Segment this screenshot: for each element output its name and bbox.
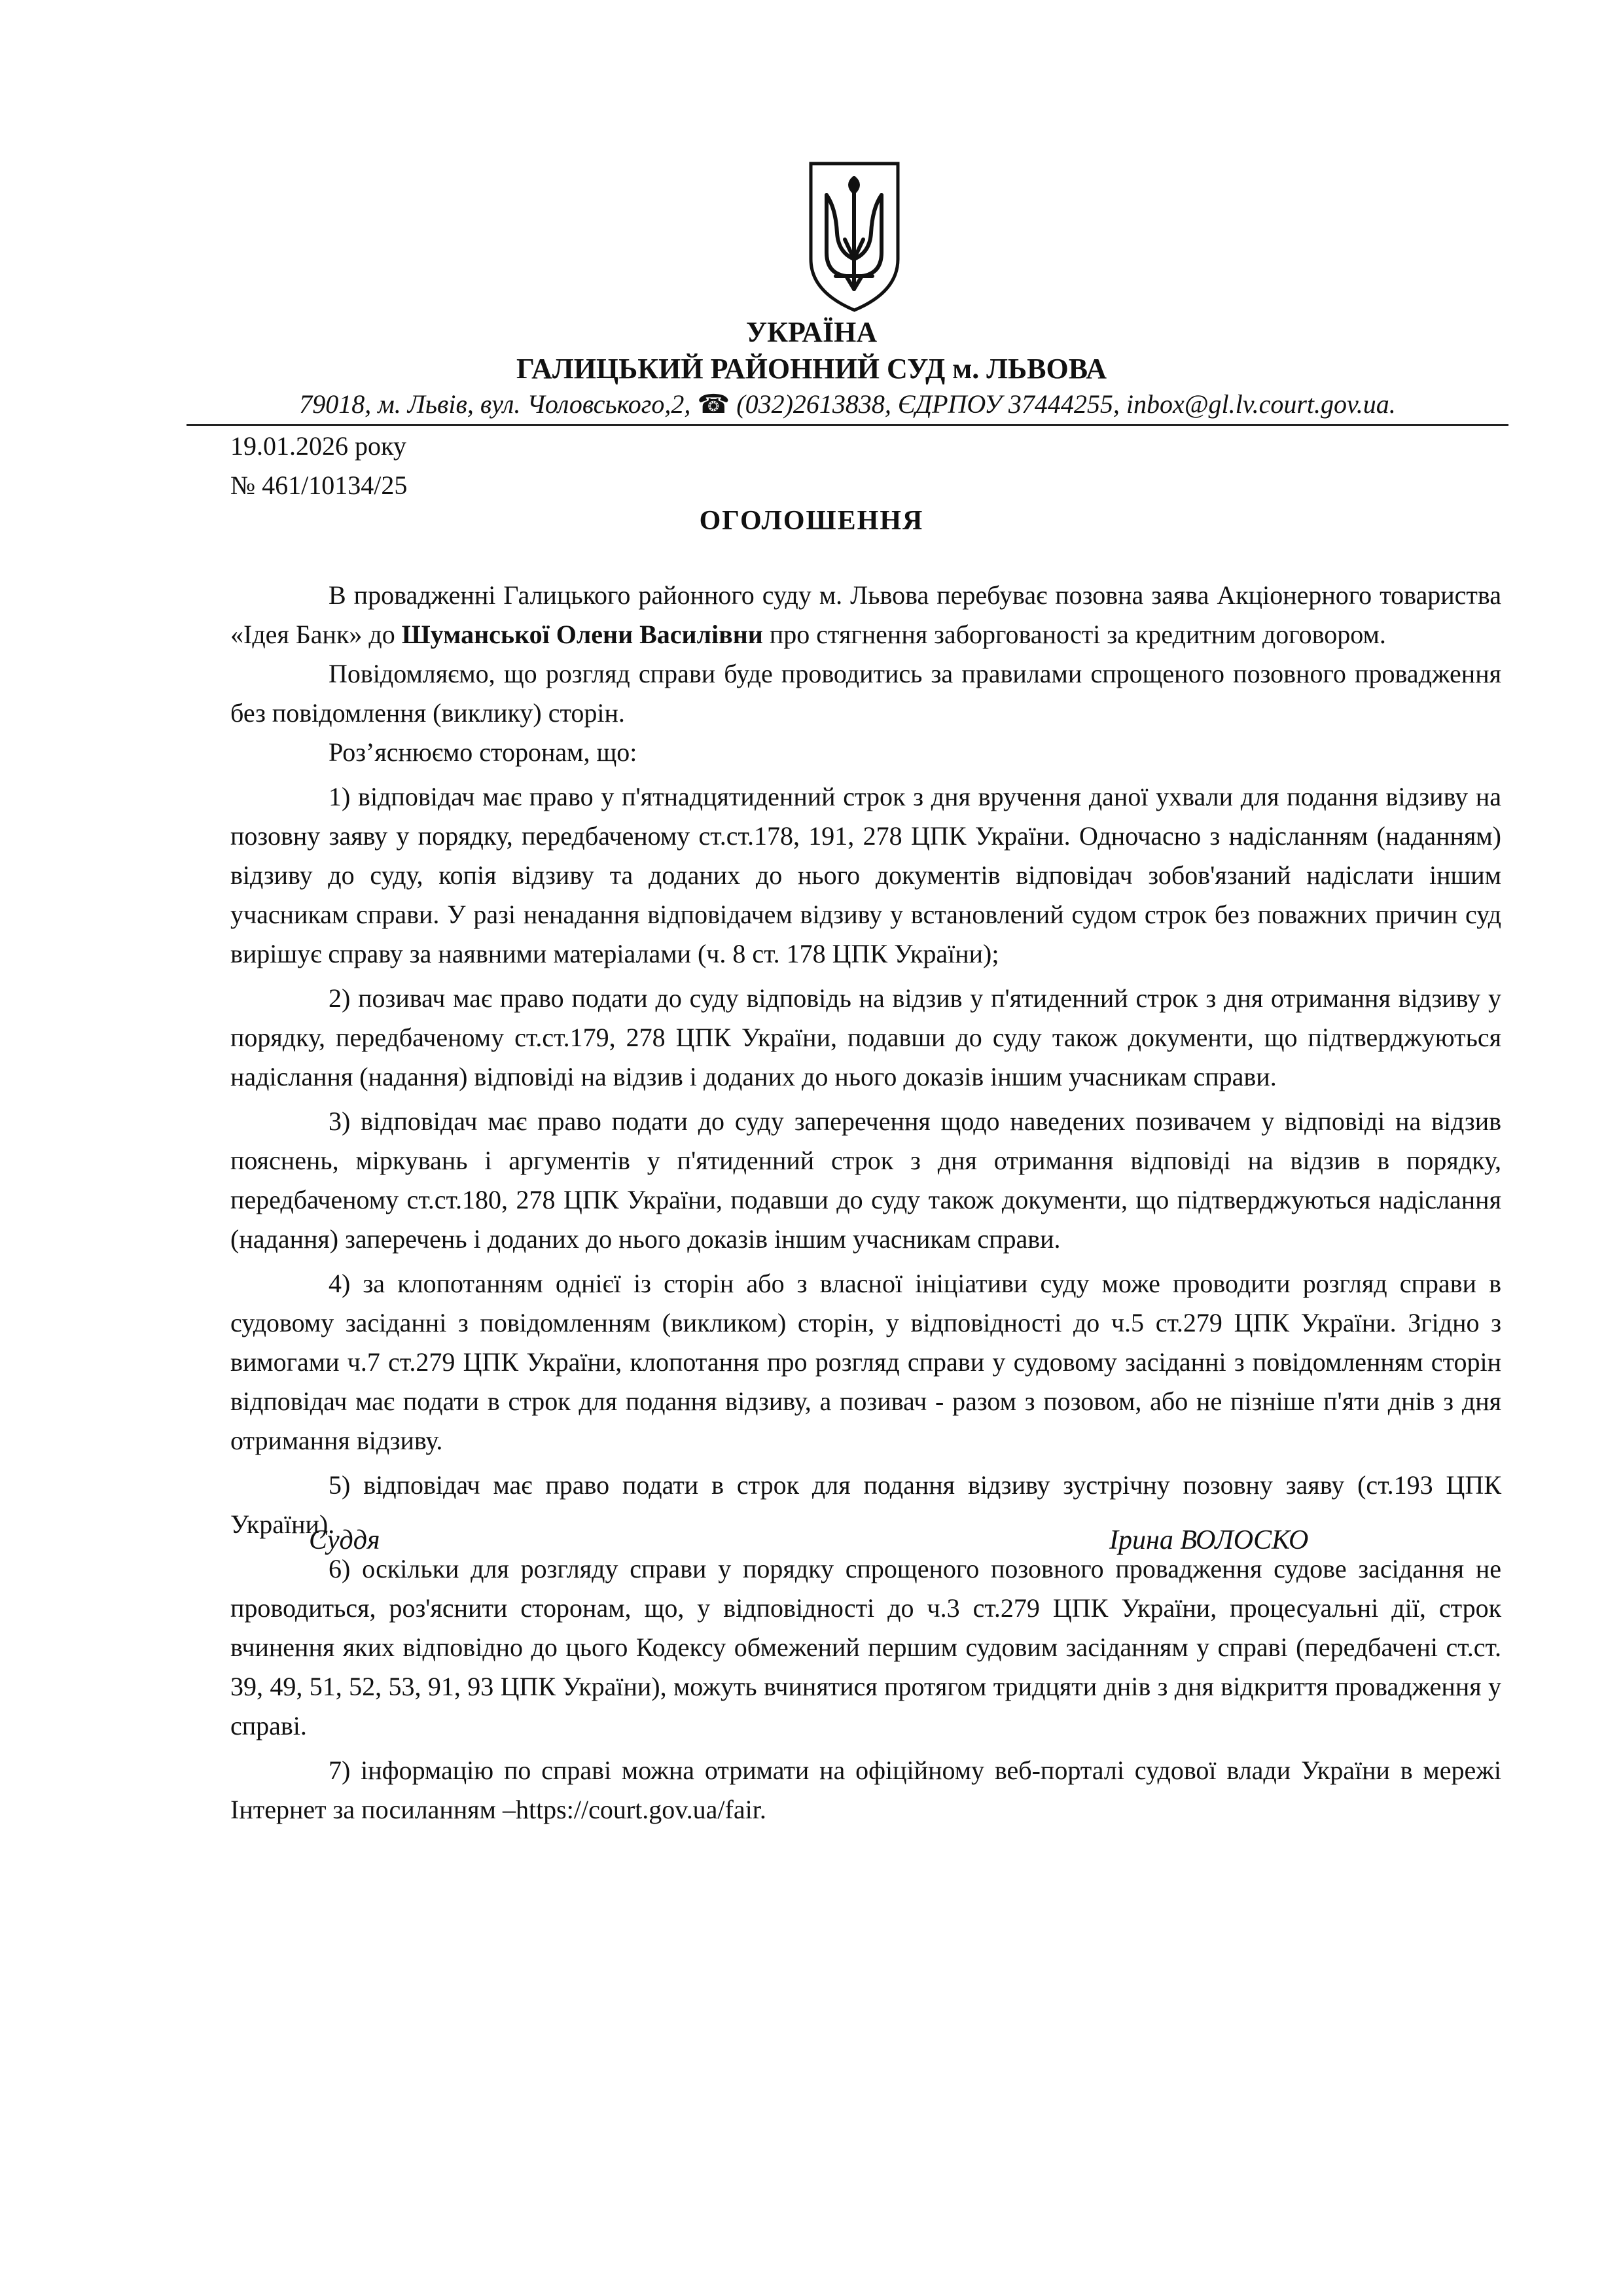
phone-icon: ☎: [697, 389, 730, 419]
list-item: 6) оскільки для розгляду справи у порядку спрощеного позовного провадження судове засідання не проводиться, роз'яснити сторонам, що, у відповідності до ч.3 ст.279 ЦПК України, процесуальні дії, строк вчинення яких відповідно до цього Кодексу обмежений першим судовим засіданням у справі (передбачені ст.ст. 39, 49, 51, 52, 53, 91, 93 ЦПК України), можуть вчинятися протягом тридцяти днів з дня відкриття провадження у справі.: [230, 1554, 1501, 1740]
document-body: [230, 576, 1501, 1829]
document-title: ОГОЛОШЕННЯ: [699, 506, 924, 536]
document-date: 19.01.2026 року: [230, 431, 406, 461]
list-item: 7) інформацію по справі можна отримати на офіційному веб-порталі судової влади України в мережі Інтернет за посиланням –https://court.gov.ua/fair.: [230, 1756, 1501, 1824]
trident-emblem-icon: [807, 161, 902, 313]
court-name-heading: ГАЛИЦЬКИЙ РАЙОННИЙ СУД м. ЛЬВОВА: [516, 353, 1107, 385]
procedure-paragraph: Повідомляємо, що розгляд справи буде проводитись за правилами спрощеного позовного провадження без повідомлення (виклику) сторін.: [230, 659, 1501, 728]
explanation-lead: Роз’яснюємо сторонам, що:: [329, 737, 637, 767]
signature-label: Суддя: [309, 1525, 380, 1555]
intro-text-end: про стягнення заборгованості за кредитним договором.: [762, 620, 1386, 649]
court-address-line: [187, 389, 1508, 419]
judge-name: Ірина ВОЛОСКО: [1109, 1525, 1309, 1555]
list-item: 4) за клопотанням однієї із сторін або з власної ініціативи суду може проводити розгляд справи в судовому засіданні з повідомленням (викликом) сторін, у відповідності до ч.5 ст.279 ЦПК України. Згідно з вимогами ч.7 ст.279 ЦПК України, клопотання про розгляд справи у судовому засіданні з повідомленням сторін відповідач має подати в строк для подання відзиву, а позивач - разом з позовом, або не пізніше п'яти днів з дня отримання відзиву.: [230, 1269, 1501, 1455]
address-contacts: (032)2613838, ЄДРПОУ 37444255, inbox@gl.lv.court.gov.ua.: [730, 389, 1396, 419]
header-divider: [187, 424, 1508, 426]
intro-text-start: В провадженні Галицького районного суду м. Львова перебуває позовна заява Акціонерного товариства «Ідея Банк» до: [230, 580, 1501, 649]
defendant-name: Шуманської Олени Василівни: [401, 620, 763, 649]
country-heading: УКРАЇНА: [745, 316, 878, 348]
list-item: 1) відповідач має право у п'ятнадцятиденний строк з дня вручення даної ухвали для подання відзиву на позовну заяву у порядку, передбаченому ст.ст.178, 191, 278 ЦПК України. Одночасно з надісланням (наданням) відзиву до суду, копія відзиву та доданих до нього документів відповідач зобов'язаний надіслати іншим учасникам справи. У разі ненадання відповідачем відзиву у встановлений судом строк без поважних причин суд вирішує справу за наявними матеріалами (ч. 8 ст. 178 ЦПК України);: [230, 782, 1501, 968]
case-number: № 461/10134/25: [230, 470, 408, 500]
list-item: 5) відповідач має право подати в строк для подання відзиву зустрічну позовну заяву (ст.193 ЦПК України).: [230, 1470, 1501, 1539]
address-text: 79018, м. Львів, вул. Чоловського,2,: [299, 389, 698, 419]
intro-paragraph: [230, 576, 1501, 654]
list-item: 2) позивач має право подати до суду відповідь на відзив у п'ятиденний строк з дня отримання відзиву у порядку, передбаченому ст.ст.179, 278 ЦПК України, подавши до суду також документи, що підтверджуються надіслання (надання) відповіді на відзив і доданих до нього доказів іншим учасникам справи.: [230, 983, 1501, 1091]
list-item: 3) відповідач має право подати до суду заперечення щодо наведених позивачем у відповіді на відзив пояснень, міркувань і аргументів у п'ятиденний строк з дня отримання відповіді на відзив в порядку, передбаченому ст.ст.180, 278 ЦПК України, подавши до суду також документи, що підтверджуються надіслання (надання) заперечень і доданих до нього доказів іншим учасникам справи.: [230, 1106, 1501, 1254]
